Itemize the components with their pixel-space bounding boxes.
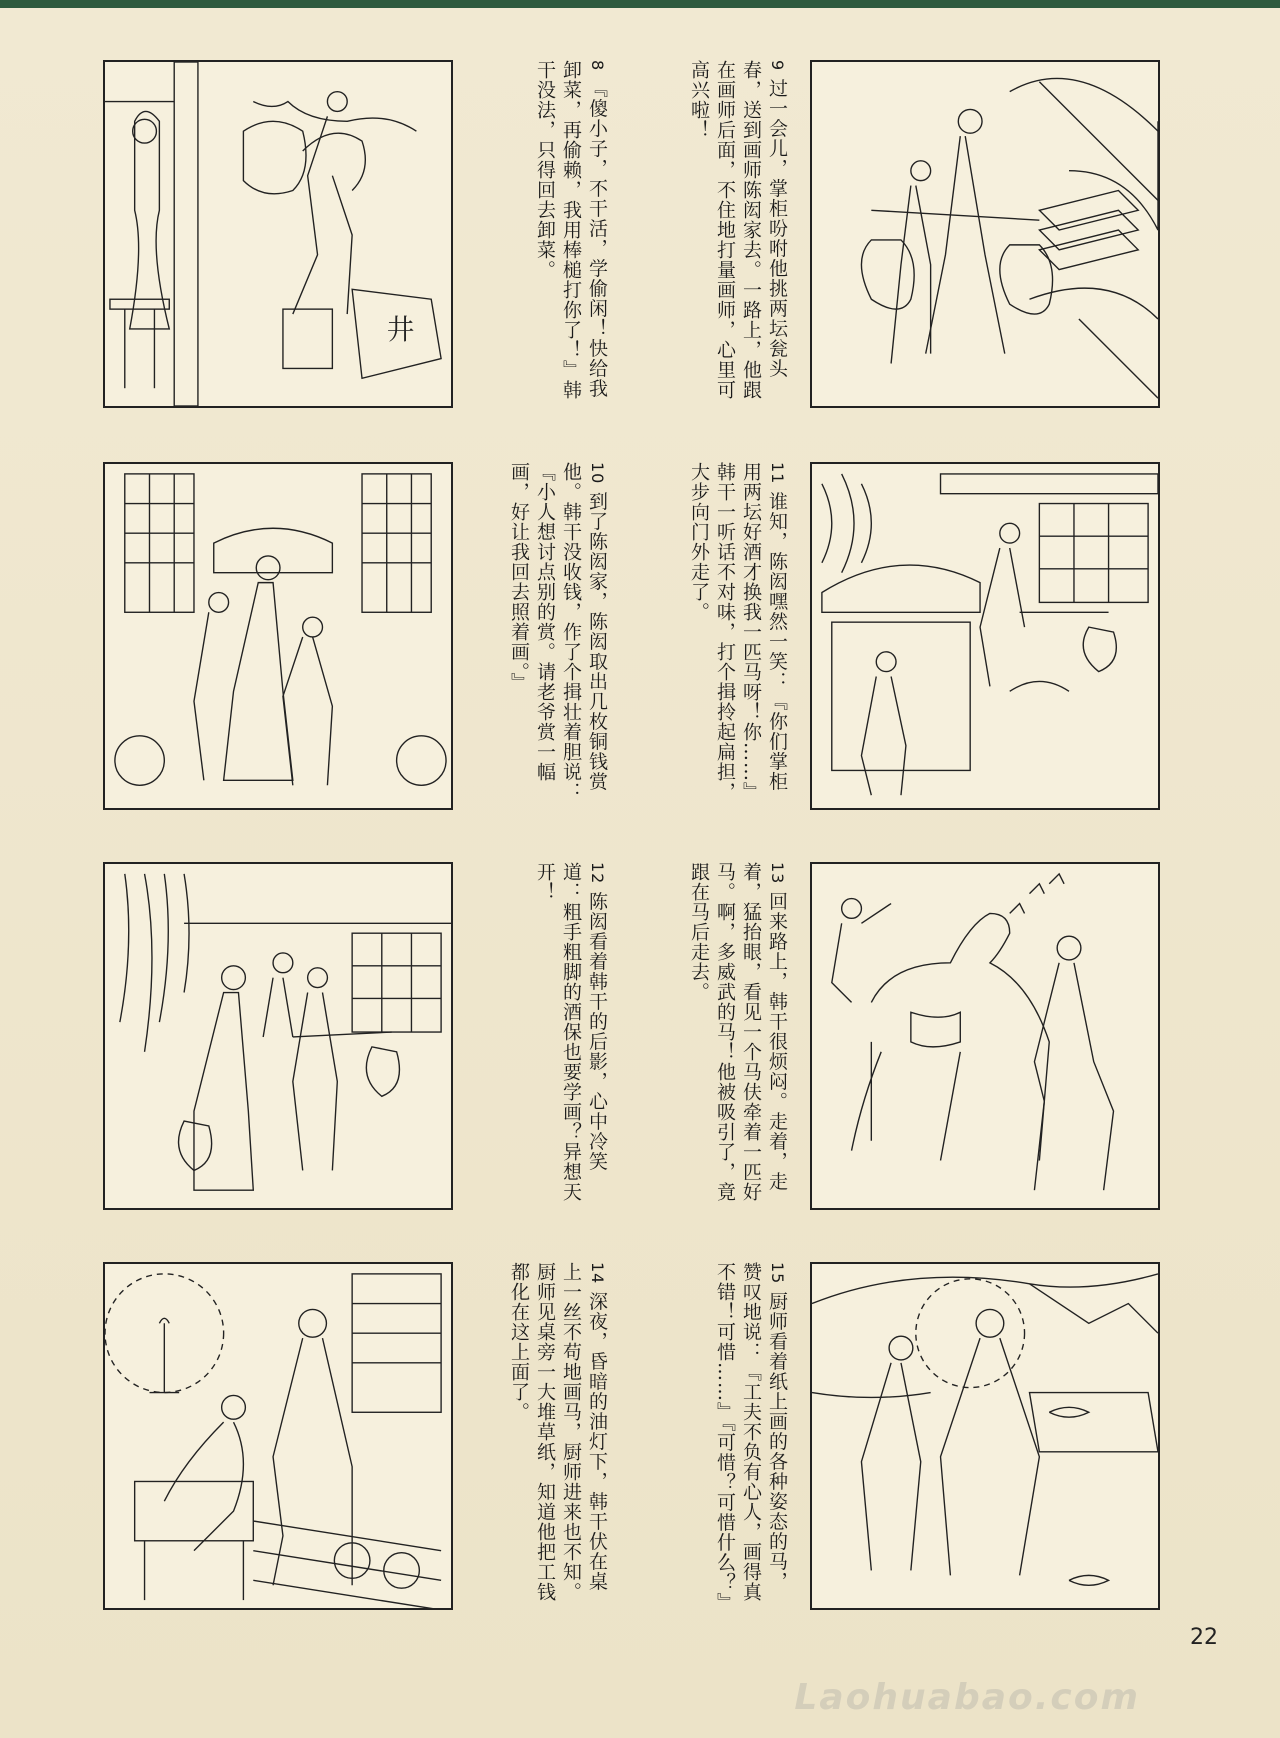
panel-number: 14 bbox=[588, 1262, 607, 1285]
caption-text: 回来路上，韩干很烦闷。走着，走着，猛抬眼，看见一个马伕牵着一匹好马。啊，多威武的马！他被吸引了，竟跟在马后走去。 bbox=[688, 862, 788, 1202]
panel-number: 8 bbox=[588, 60, 607, 72]
panel-10-caption bbox=[460, 462, 610, 810]
svg-text:井: 井 bbox=[386, 312, 415, 346]
panel-15-caption bbox=[640, 1262, 790, 1613]
panel-13-illustration bbox=[810, 862, 1160, 1210]
panel-8-illustration bbox=[103, 60, 453, 408]
caption-text: 陈闳看着韩干的后影，心中冷笑道：粗手粗脚的酒保也要学画？异想天开！ bbox=[534, 862, 608, 1202]
watermark: Laohuabao.com bbox=[794, 1677, 1140, 1718]
panel-14-illustration bbox=[103, 1262, 453, 1610]
caption-text: 到了陈闳家，陈闳取出几枚铜钱赏他。韩干没收钱，作了个揖壮着胆说：『小人想讨点别的赏。请老爷赏一幅画，好让我回去照着画。』 bbox=[508, 462, 608, 802]
panel-9-caption bbox=[640, 60, 790, 408]
top-band bbox=[0, 0, 1280, 8]
panel-9-illustration bbox=[810, 60, 1160, 408]
panel-number: 10 bbox=[588, 462, 607, 485]
panel-15-illustration bbox=[810, 1262, 1160, 1610]
caption-text: 深夜，昏暗的油灯下，韩干伏在桌上一丝不苟地画马，厨师进来也不知。厨师见桌旁一大堆草纸，知道他把工钱都化在这上面了。 bbox=[508, 1262, 608, 1602]
panel-10-illustration bbox=[103, 462, 453, 810]
caption-text: 过一会儿，掌柜吩咐他挑两坛瓮头春，送到画师陈闳家去。一路上，他跟在画师后面，不住地打量画师，心里可高兴啦！ bbox=[688, 60, 788, 400]
panel-8-caption bbox=[460, 60, 610, 408]
caption-text: 『傻小子，不干活，学偷闲！快给我卸菜，再偷赖，我用棒槌打你了！』韩干没法，只得回去卸菜。 bbox=[534, 60, 608, 400]
page-number: 22 bbox=[1190, 1625, 1218, 1650]
panel-number: 13 bbox=[768, 862, 787, 885]
panel-number: 9 bbox=[768, 60, 787, 72]
panel-12-illustration bbox=[103, 862, 453, 1210]
caption-text: 厨师看着纸上画的各种姿态的马，赞叹地说：『工夫不负有心人，画得真不错！可惜……』『可惜？可惜什么？』 bbox=[714, 1262, 788, 1613]
panel-number: 15 bbox=[768, 1262, 787, 1285]
caption-text: 谁知，陈闳嘿然一笑：『你们掌柜用两坛好酒才换我一匹马呀！你……』韩干一听话不对味，打个揖拎起扁担，大步向门外走了。 bbox=[688, 462, 788, 802]
panel-11-caption bbox=[640, 462, 790, 810]
panel-14-caption bbox=[460, 1262, 610, 1610]
panel-number: 12 bbox=[588, 862, 607, 885]
panel-12-caption bbox=[460, 862, 610, 1210]
panel-11-illustration bbox=[810, 462, 1160, 810]
panel-number: 11 bbox=[768, 462, 787, 485]
panel-13-caption bbox=[640, 862, 790, 1210]
